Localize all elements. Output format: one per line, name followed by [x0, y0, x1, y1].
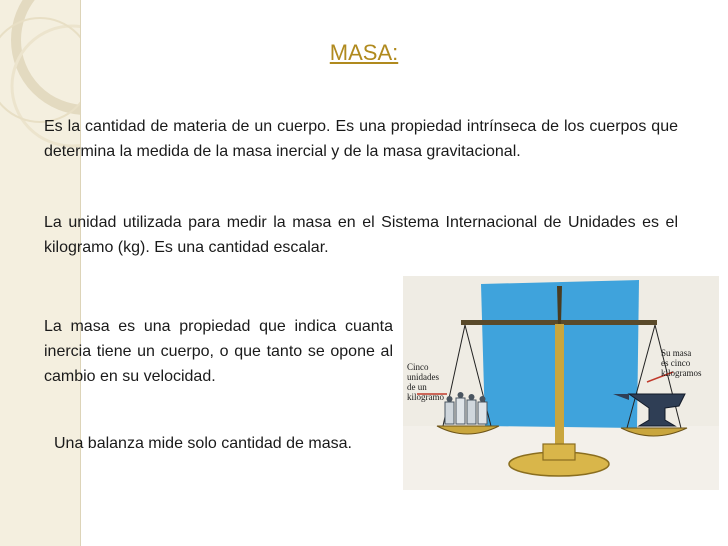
balance-caption: Una balanza mide solo cantidad de masa. [54, 435, 352, 452]
left-label-line1: Cinco [407, 362, 429, 372]
decorative-sidebar [0, 0, 81, 546]
left-label-line2: unidades [407, 372, 439, 382]
inertia-paragraph: La masa es una propiedad que indica cuanta inercia tiene un cuerpo, o que tanto se opone al cambio en su velocidad. [44, 318, 393, 385]
right-label-line3: kilogramos [661, 368, 702, 378]
definition-paragraph: Es la cantidad de materia de un cuerpo. Es una propiedad intrínseca de los cuerpos que determina la medida de la masa inercial y de la masa gravitacional. [44, 118, 678, 160]
left-label-line4: kilogramo [407, 392, 444, 402]
slide-title-text: MASA: [329, 40, 399, 65]
slide-title [0, 40, 728, 66]
unit-paragraph: La unidad utilizada para medir la masa en el Sistema Internacional de Unidades es el kilogramo (kg). Es una cantidad escalar. [44, 214, 678, 256]
right-label-line2: es cinco [661, 358, 691, 368]
scale-post [555, 324, 564, 446]
balance-scale-illustration [403, 276, 719, 490]
scale-foot [543, 444, 575, 460]
left-label-line3: de un [407, 382, 427, 392]
decorative-arcs-icon [0, 0, 80, 546]
right-label-line1: Su masa [661, 348, 692, 358]
